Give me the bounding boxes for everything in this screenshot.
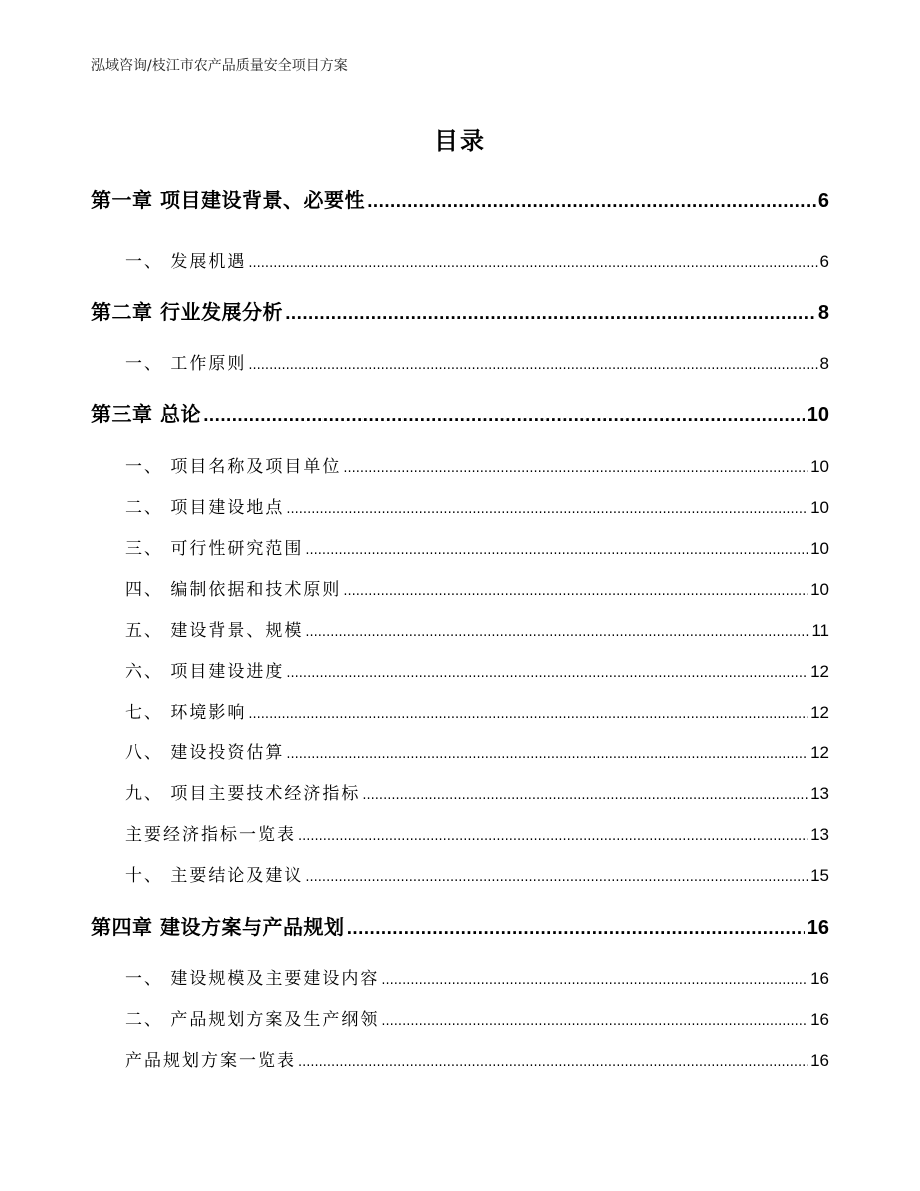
toc-section[interactable] — [125, 779, 829, 804]
toc-section[interactable] — [125, 452, 829, 477]
toc-page-number: 6 — [817, 190, 829, 212]
toc-dot-leader — [248, 256, 817, 271]
toc-section[interactable] — [125, 698, 829, 723]
toc-section[interactable] — [125, 247, 829, 272]
toc-dot-leader — [381, 973, 808, 988]
toc-section[interactable] — [125, 349, 829, 374]
toc-dot-leader — [305, 543, 808, 558]
toc-page-number: 12 — [810, 703, 829, 722]
toc-page-number: 13 — [810, 784, 829, 803]
toc-page-number: 16 — [810, 1010, 829, 1029]
toc-dot-leader — [203, 407, 805, 425]
toc-page-number: 10 — [810, 539, 829, 558]
toc-entry-text: 九、 项目主要技术经济指标 — [125, 784, 361, 804]
toc-dot-leader — [248, 707, 808, 722]
toc-page-number: 16 — [810, 1051, 829, 1070]
toc-page-number: 16 — [810, 969, 829, 988]
toc-section[interactable] — [125, 861, 829, 886]
toc-entry-text: 五、 建设背景、规模 — [125, 621, 304, 641]
toc-entry-text: 第二章 行业发展分析 — [91, 300, 283, 324]
toc-dot-leader — [286, 502, 808, 517]
toc-entry-text: 一、 工作原则 — [125, 354, 247, 374]
toc-section[interactable] — [125, 1046, 829, 1071]
toc-entry-text: 七、 环境影响 — [125, 703, 247, 723]
toc-entry-text: 产品规划方案一览表 — [125, 1051, 296, 1071]
toc-entry-text: 第一章 项目建设背景、必要性 — [91, 188, 365, 212]
toc-section[interactable] — [125, 1005, 829, 1030]
toc-page-number: 8 — [819, 354, 829, 373]
toc-page-number: 12 — [810, 662, 829, 681]
toc-dot-leader — [298, 1055, 808, 1070]
toc-dot-leader — [248, 358, 817, 373]
toc-page-number: 10 — [810, 580, 829, 599]
toc-section[interactable] — [125, 534, 829, 559]
toc-entry-text: 主要经济指标一览表 — [125, 825, 296, 845]
document-header: 泓域咨询/枝江市农产品质量安全项目方案 — [91, 58, 348, 74]
toc-section[interactable] — [125, 657, 829, 682]
toc-page-number: 10 — [806, 404, 829, 426]
toc-entry-text: 四、 编制依据和技术原则 — [125, 580, 342, 600]
toc-chapter-3[interactable] — [91, 398, 829, 427]
toc-page-number: 6 — [819, 252, 829, 271]
toc-dot-leader — [343, 584, 808, 599]
toc-dot-leader — [305, 870, 808, 885]
toc-section[interactable] — [125, 493, 829, 518]
toc-entry-text: 六、 项目建设进度 — [125, 662, 285, 682]
toc-dot-leader — [343, 461, 808, 476]
toc-section[interactable] — [125, 820, 829, 845]
toc-entry-text: 第三章 总论 — [91, 402, 201, 426]
toc-section[interactable] — [125, 964, 829, 989]
toc-page-number: 10 — [810, 498, 829, 517]
toc-chapter-4[interactable] — [91, 911, 829, 940]
toc-dot-leader — [286, 747, 808, 762]
toc-entry-text: 八、 建设投资估算 — [125, 743, 285, 763]
toc-dot-leader — [367, 193, 816, 211]
toc-dot-leader — [285, 305, 816, 323]
toc-chapter-1[interactable] — [91, 184, 829, 213]
toc-entry-text: 二、 项目建设地点 — [125, 498, 285, 518]
toc-section[interactable] — [125, 616, 829, 641]
toc-page-number: 10 — [810, 457, 829, 476]
toc-entry-text: 三、 可行性研究范围 — [125, 539, 304, 559]
toc-section[interactable] — [125, 738, 829, 763]
toc-section[interactable] — [125, 575, 829, 600]
toc-dot-leader — [305, 625, 809, 640]
toc-entry-text: 十、 主要结论及建议 — [125, 866, 304, 886]
toc-entry-text: 一、 发展机遇 — [125, 252, 247, 272]
toc-page-number: 16 — [806, 917, 829, 939]
toc-dot-leader — [346, 920, 804, 938]
toc-entry-text: 二、 产品规划方案及生产纲领 — [125, 1010, 380, 1030]
toc-entry-text: 第四章 建设方案与产品规划 — [91, 915, 345, 939]
toc-page-number: 8 — [817, 302, 829, 324]
toc-chapter-2[interactable] — [91, 296, 829, 325]
toc-page-number: 11 — [811, 621, 829, 640]
toc-dot-leader — [362, 788, 808, 803]
toc-page-number: 15 — [810, 866, 829, 885]
toc-dot-leader — [298, 829, 808, 844]
toc-dot-leader — [286, 666, 808, 681]
toc-page-number: 12 — [810, 743, 829, 762]
toc-entry-text: 一、 建设规模及主要建设内容 — [125, 969, 380, 989]
toc-dot-leader — [381, 1014, 808, 1029]
toc-page-number: 13 — [810, 825, 829, 844]
toc-title: 目录 — [434, 127, 486, 155]
toc-entry-text: 一、 项目名称及项目单位 — [125, 457, 342, 477]
